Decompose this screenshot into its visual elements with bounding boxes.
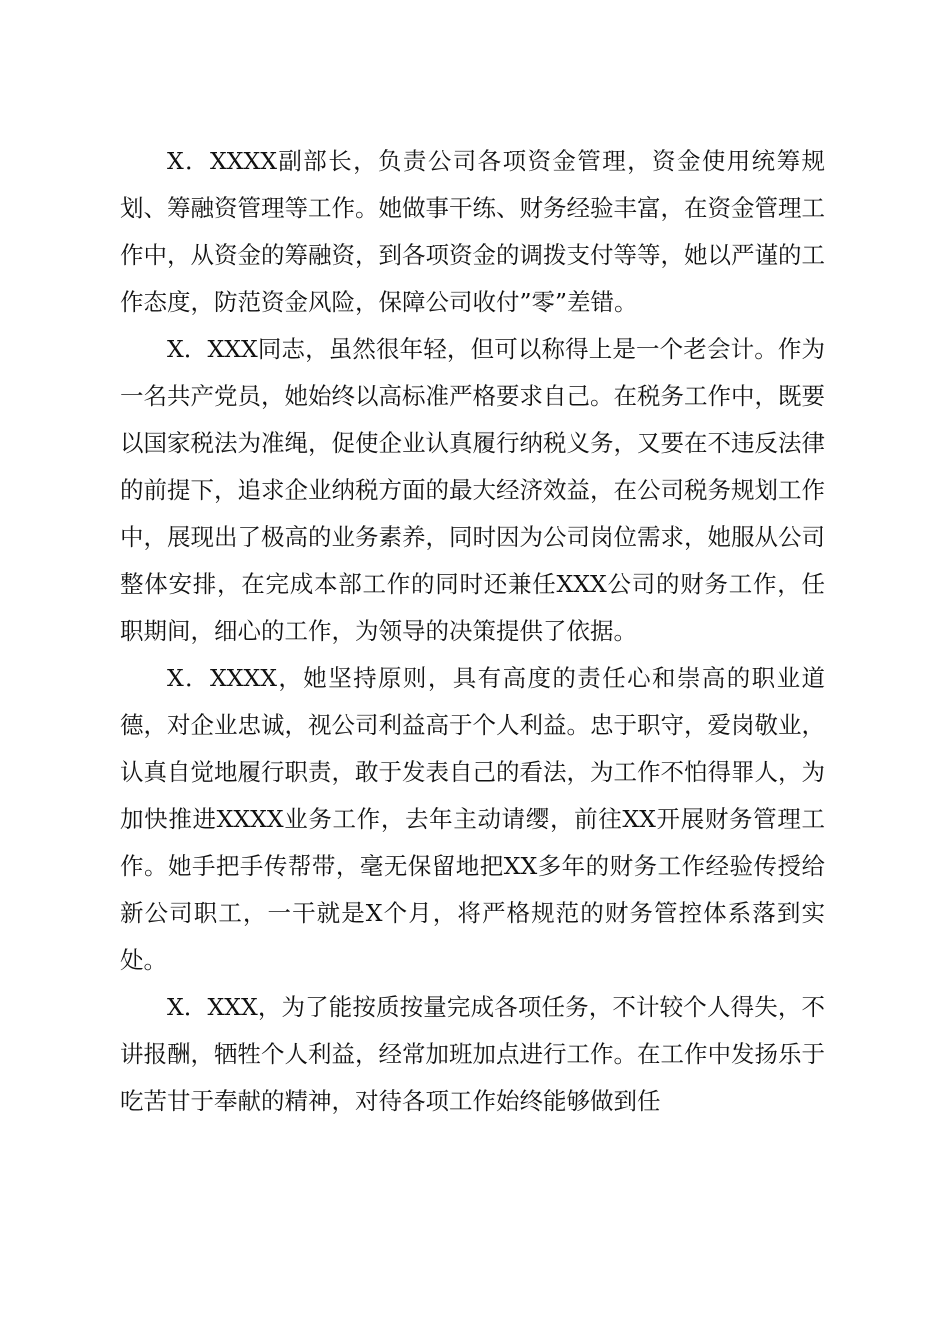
paragraph-1: X．XXXX副部长，负责公司各项资金管理，资金使用统筹规划、筹融资管理等工作。她做事干练、财务经验丰富，在资金管理工作中，从资金的筹融资，到各项资金的调拨支付等等，她以严谨的工作态度，防范资金风险，保障公司收付”零”差错。 [120,147,825,316]
paragraph-2: X．XXX同志，虽然很年轻，但可以称得上是一个老会计。作为一名共产党员，她始终以高标准严格要求自己。在税务工作中，既要以国家税法为准绳，促使企业认真履行纳税义务，又要在不违反法律的前提下，追求企业纳税方面的最大经济效益，在公司税务规划工作中，展现出了极高的业务素养，同时因为公司岗位需求，她服从公司整体安排，在完成本部工作的同时还兼任XXX公司的财务工作，任职期间，细心的工作，为领导的决策提供了依据。 [120,335,825,645]
document-body [120,138,825,1125]
paragraph-3: X．XXXX，她坚持原则，具有高度的责任心和崇高的职业道德，对企业忠诚，视公司利益高于个人利益。忠于职守，爱岗敬业，认真自觉地履行职责，敢于发表自己的看法，为工作不怕得罪人，为加快推进XXXX业务工作，去年主动请缨，前往XX开展财务管理工作。她手把手传帮带，毫无保留地把XX多年的财务工作经验传授给新公司职工，一干就是X个月，将严格规范的财务管控体系落到实处。 [120,664,825,974]
paragraph-4: X．XXX，为了能按质按量完成各项任务，不计较个人得失，不讲报酬，牺牲个人利益，经常加班加点进行工作。在工作中发扬乐于吃苦甘于奉献的精神，对待各项工作始终能够做到任 [120,993,825,1115]
